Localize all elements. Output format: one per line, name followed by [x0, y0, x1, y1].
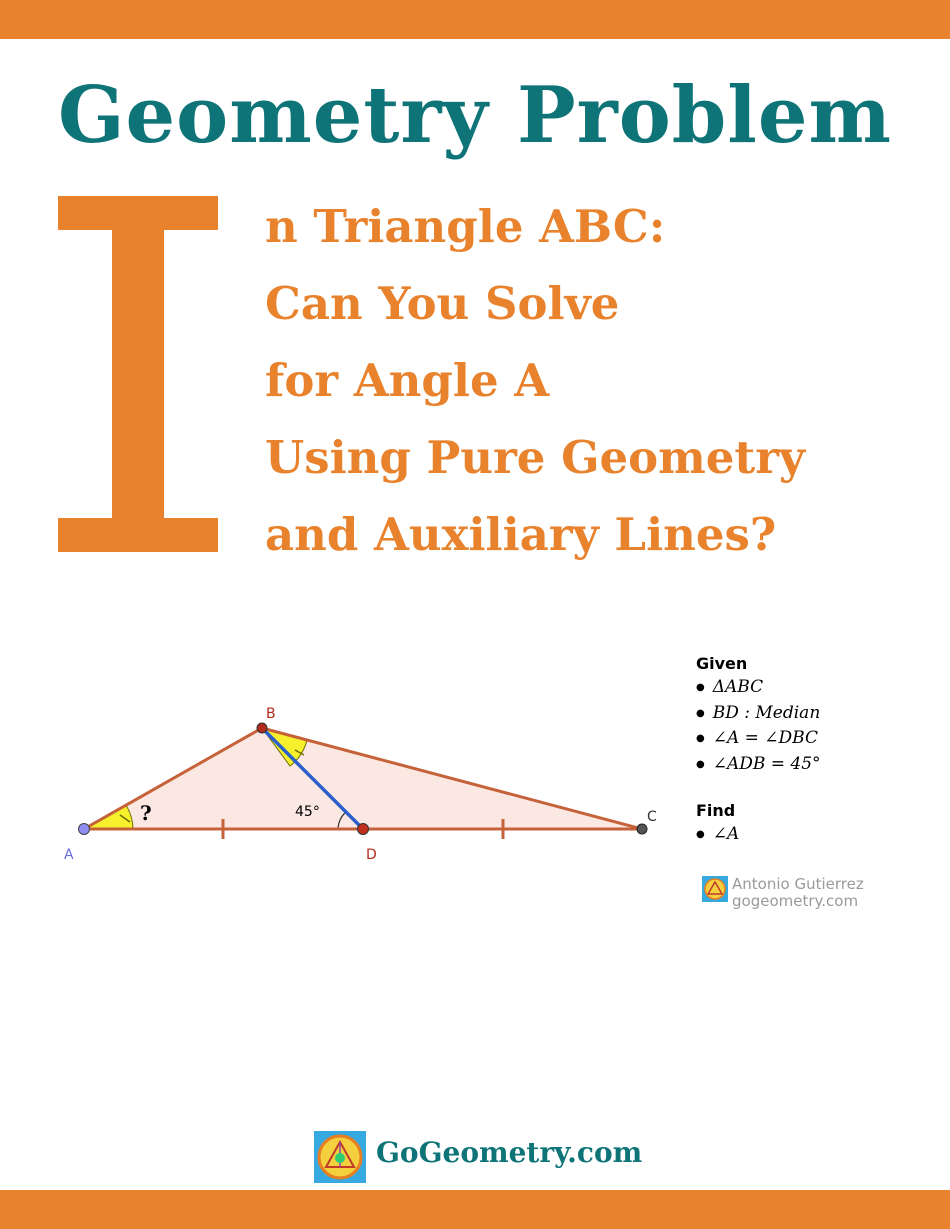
footer-logo-icon[interactable] [314, 1131, 366, 1183]
subtitle-line-1: n Triangle ABC: [265, 200, 666, 253]
given-item: ● ∠A = ∠DBC [696, 726, 936, 752]
triangle-abc [84, 728, 642, 829]
drop-cap [58, 196, 218, 552]
find-list [696, 822, 936, 848]
given-item: ● ΔABC [696, 675, 936, 701]
point-a [79, 824, 90, 835]
subtitle-line-3: for Angle A [265, 354, 550, 407]
gogeometry-logo-icon [702, 876, 728, 902]
point-c [637, 824, 647, 834]
triangle-diagram [0, 690, 680, 880]
bottom-bar [0, 1190, 950, 1229]
footer-site-link[interactable]: GoGeometry.com [376, 1136, 643, 1169]
drop-cap-letter: I [137, 396, 139, 397]
find-heading: Find [696, 801, 736, 820]
credit-text [732, 876, 864, 910]
subtitle-line-2: Can You Solve [265, 277, 620, 330]
top-bar [0, 0, 950, 39]
point-b [257, 723, 267, 733]
credit-site: gogeometry.com [732, 892, 859, 910]
label-angle-adb: 45° [295, 804, 320, 820]
given-list [696, 675, 936, 777]
subtitle [265, 188, 935, 573]
given-item: ● ∠ADB = 45° [696, 752, 936, 778]
label-d: D [366, 847, 377, 863]
label-angle-a: ? [140, 801, 152, 825]
point-d [358, 824, 369, 835]
credit-author: Antonio Gutierrez [732, 875, 864, 893]
given-heading: Given [696, 654, 748, 673]
label-b: B [266, 706, 276, 722]
find-item: ● ∠A [696, 822, 936, 848]
page-title: Geometry Problem [57, 70, 893, 161]
label-c: C [647, 809, 657, 825]
given-item: ● BD : Median [696, 701, 936, 727]
subtitle-line-4: Using Pure Geometry [265, 431, 806, 484]
label-a: A [64, 847, 74, 863]
subtitle-line-5: and Auxiliary Lines? [265, 508, 777, 561]
problem-info [696, 654, 936, 848]
